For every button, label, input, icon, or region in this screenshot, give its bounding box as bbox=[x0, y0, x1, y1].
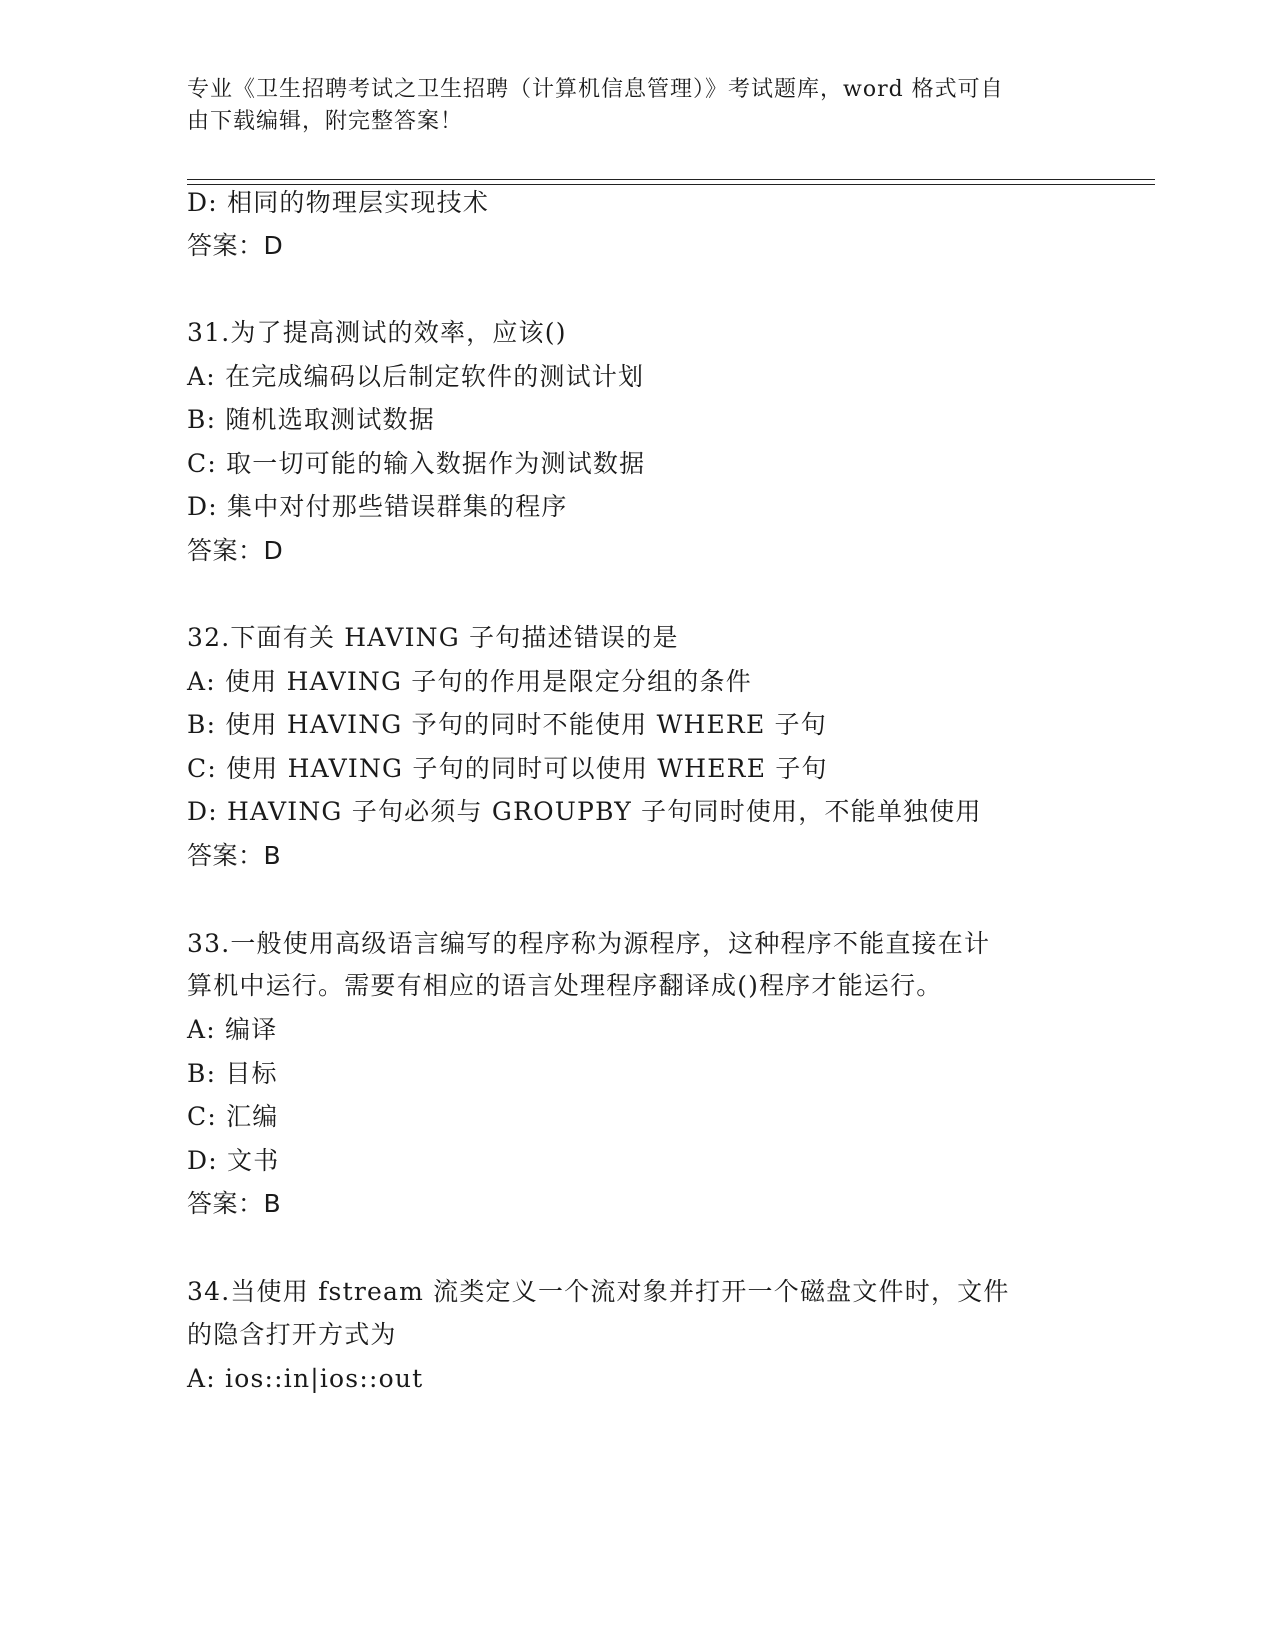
q32-option-a: A: 使用 HAVING 子句的作用是限定分组的条件 bbox=[187, 667, 752, 696]
q32-answer: 答案：B bbox=[187, 841, 282, 870]
q33-option-d: D: 文书 bbox=[187, 1146, 280, 1175]
q31-option-d: D: 集中对付那些错误群集的程序 bbox=[187, 492, 568, 521]
header-line-2: 由下载编辑，附完整答案！ bbox=[187, 109, 464, 134]
q31-option-c: C: 取一切可能的输入数据作为测试数据 bbox=[187, 449, 646, 478]
q31-option-a: A: 在完成编码以后制定软件的测试计划 bbox=[187, 362, 645, 391]
header-line-1: 专业《卫生招聘考试之卫生招聘（计算机信息管理）》考试题库，word 格式可自 bbox=[187, 77, 1004, 102]
q33-stem-line-2: 算机中运行。需要有相应的语言处理程序翻译成()程序才能运行。 bbox=[187, 971, 943, 1000]
q32-option-d: D: HAVING 子句必须与 GROUPBY 子句同时使用，不能单独使用 bbox=[187, 797, 982, 826]
q31-stem: 31.为了提高测试的效率，应该() bbox=[187, 318, 567, 347]
q33-answer: 答案：B bbox=[187, 1189, 282, 1218]
header-divider bbox=[187, 179, 1155, 185]
q33-option-c: C: 汇编 bbox=[187, 1102, 279, 1131]
q30-option-d: D: 相同的物理层实现技术 bbox=[187, 188, 490, 217]
q33-option-b: B: 目标 bbox=[187, 1059, 278, 1088]
q34-stem-line-1: 34.当使用 fstream 流类定义一个流对象并打开一个磁盘文件时，文件 bbox=[187, 1277, 1010, 1306]
q30-answer: 答案：D bbox=[187, 231, 284, 260]
q32-option-c: C: 使用 HAVING 子句的同时可以使用 WHERE 子句 bbox=[187, 754, 828, 783]
document-header bbox=[187, 74, 1067, 138]
q32-stem: 32.下面有关 HAVING 子句描述错误的是 bbox=[187, 623, 679, 652]
q31-answer: 答案：D bbox=[187, 536, 284, 565]
q33-stem-line-1: 33.一般使用高级语言编写的程序称为源程序，这种程序不能直接在计 bbox=[187, 929, 991, 958]
q32-option-b: B: 使用 HAVING 予句的同时不能使用 WHERE 子句 bbox=[187, 710, 827, 739]
q34-stem-line-2: 的隐含打开方式为 bbox=[187, 1320, 397, 1349]
q33-option-a: A: 编译 bbox=[187, 1015, 278, 1044]
q34-option-a: A: ios::in|ios::out bbox=[187, 1364, 424, 1393]
q31-option-b: B: 随机选取测试数据 bbox=[187, 405, 435, 434]
